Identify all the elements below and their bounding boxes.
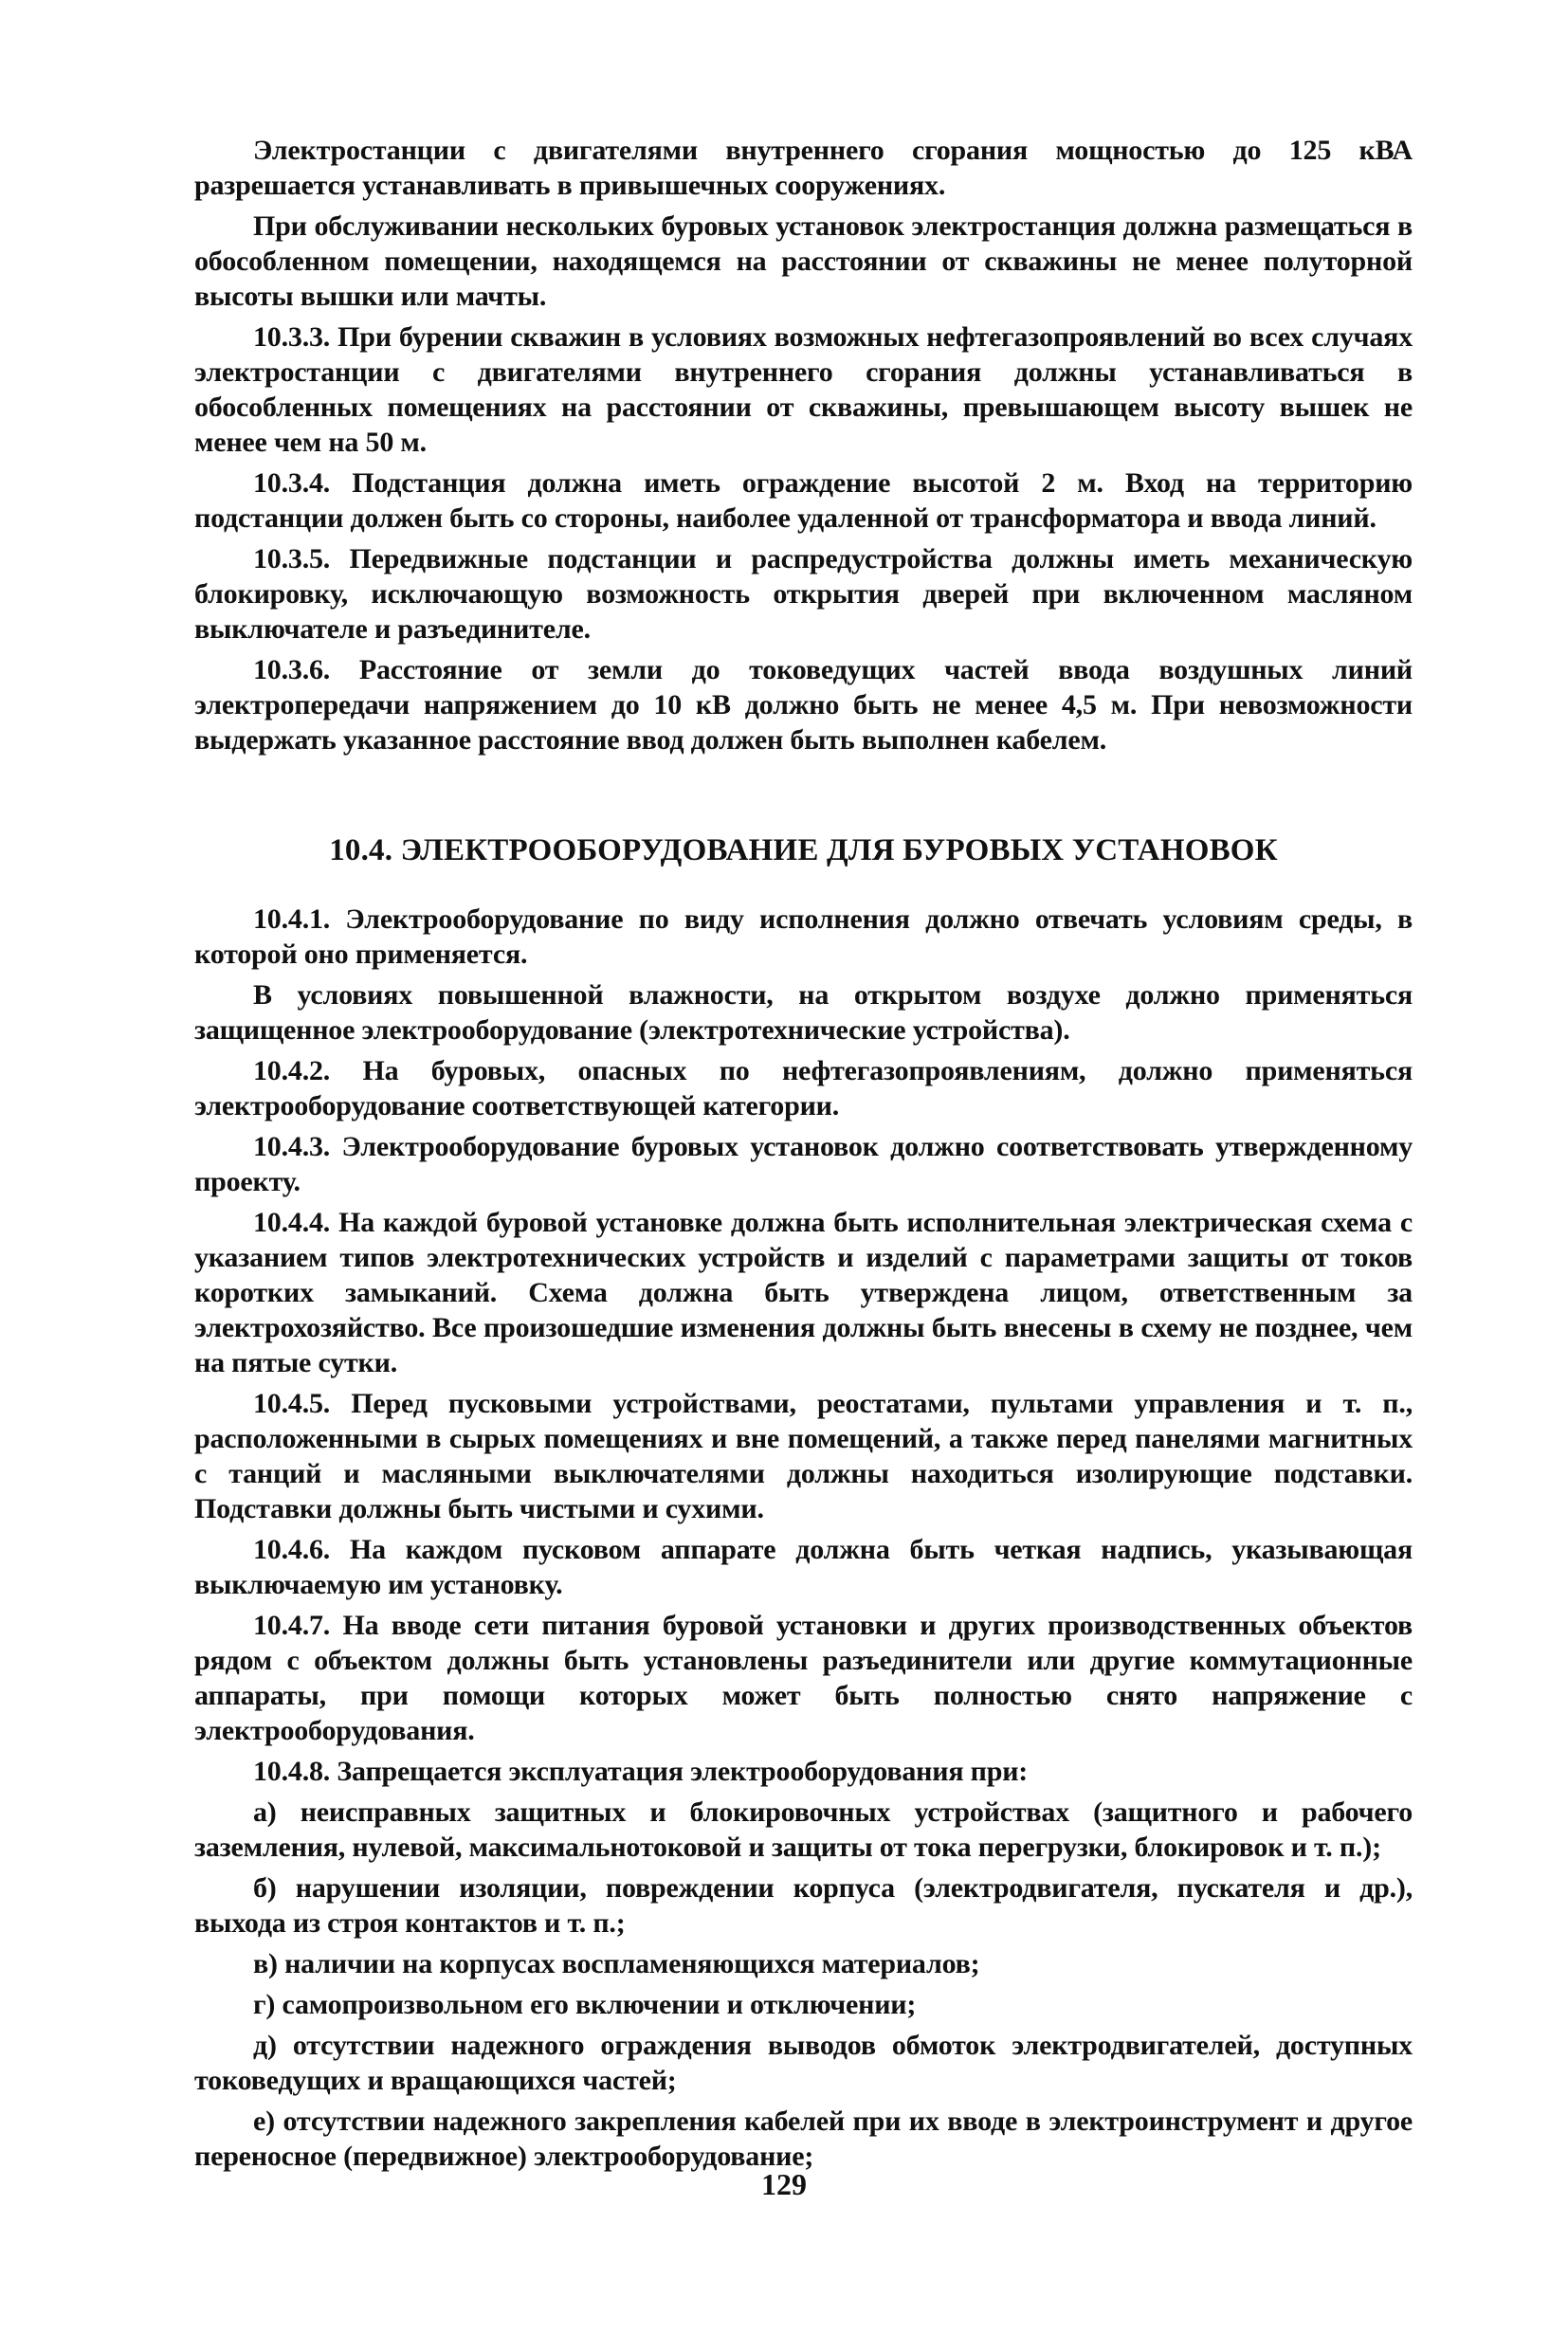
list-item-g: г) самопроизвольном его включении и отключении;	[253, 1989, 917, 2020]
paragraph: При обслуживании нескольких буровых установок электростанция должна размещаться в обособленном помещении, находящемся на расстоянии от скважины не менее полуторной высоты вышки или мачты.	[194, 210, 1413, 312]
paragraph-10-3-6: 10.3.6. Расстояние от земли до токоведущих частей ввода воздушных линий электропередачи напряжением до 10 кВ должно быть не менее 4,5 м. При невозможности выдержать указанное расстояние ввод должен быть выполнен кабелем.	[194, 654, 1413, 756]
list-item-d: д) отсутствии надежного ограждения выводов обмоток электродвигателей, доступных токоведущих и вращающихся частей;	[194, 2030, 1413, 2096]
paragraph: Электростанции с двигателями внутреннего сгорания мощностью до 125 кВА разрешается устанавливать в привышечных сооружениях.	[194, 135, 1413, 201]
paragraph-10-4-7: 10.4.7. На вводе сети питания буровой установки и других производственных объектов рядом с объектом должны быть установлены разъединители или другие коммутационные аппараты, при помощи которых может быть полностью снято напряжение с электрооборудования.	[194, 1610, 1413, 1746]
paragraph-10-4-1: 10.4.1. Электрооборудование по виду исполнения должно отвечать условиям среды, в которой оно применяется.	[194, 903, 1413, 970]
list-item-b: б) нарушении изоляции, повреждении корпуса (электродвигателя, пускателя и др.), выхода из строя контактов и т. п.;	[194, 1872, 1413, 1939]
paragraph-10-3-5: 10.3.5. Передвижные подстанции и распредустройства должны иметь механическую блокировку, исключающую возможность открытия дверей при включенном масляном выключателе и разъединителе.	[194, 543, 1413, 645]
paragraph-10-4-2: 10.4.2. На буровых, опасных по нефтегазопроявлениям, должно применяться электрооборудование соответствующей категории.	[194, 1055, 1413, 1121]
paragraph-10-4-5: 10.4.5. Перед пусковыми устройствами, реостатами, пультами управления и т. п., расположенными в сырых помещениях и вне помещений, а также перед панелями магнитных с танций и масляными выключателями должны находиться изолирующие подставки. Подставки должны быть чистыми и сухими.	[194, 1388, 1413, 1524]
paragraph-10-4-6: 10.4.6. На каждом пусковом аппарате должна быть четкая надпись, указывающая выключаемую им установку.	[194, 1534, 1413, 1600]
paragraph-10-3-4: 10.3.4. Подстанция должна иметь ограждение высотой 2 м. Вход на территорию подстанции должен быть со стороны, наиболее удаленной от трансформатора и ввода линий.	[194, 467, 1413, 534]
list-item-a: а) неисправных защитных и блокировочных устройствах (защитного и рабочего заземления, нулевой, максимальнотоковой и защиты от тока перегрузки, блокировок и т. п.);	[194, 1796, 1413, 1863]
page-number: 129	[761, 2167, 807, 2201]
paragraph-10-4-8: 10.4.8. Запрещается эксплуатация электрооборудования при:	[253, 1756, 1029, 1787]
list-item-e: е) отсутствии надежного закрепления кабелей при их вводе в электроинструмент и другое переносное (передвижное) электрооборудование;	[194, 2106, 1413, 2172]
paragraph-10-4-4: 10.4.4. На каждой буровой установке должна быть исполнительная электрическая схема с указанием типов электротехнических устройств и изделий с параметрами защиты от токов коротких замыканий. Схема должна быть утверждена лицом, ответственным за электрохозяйство. Все произошедшие изменения должны быть внесены в схему не позднее, чем на пятые сутки.	[194, 1207, 1413, 1378]
paragraph: В условиях повышенной влажности, на открытом воздухе должно применяться защищенное электрооборудование (электротехнические устройства).	[194, 979, 1413, 1046]
paragraph-10-4-3: 10.4.3. Электрооборудование буровых установок должно соответствовать утвержденному проекту.	[194, 1131, 1413, 1197]
page-body	[194, 133, 1413, 2179]
list-item-v: в) наличии на корпусах воспламеняющихся материалов;	[253, 1948, 980, 1979]
section-heading: 10.4. ЭЛЕКТРООБОРУДОВАНИЕ ДЛЯ БУРОВЫХ УСТАНОВОК	[329, 833, 1278, 867]
paragraph-10-3-3: 10.3.3. При бурении скважин в условиях возможных нефтегазопроявлений во всех случаях электростанции с двигателями внутреннего сгорания должны устанавливаться в обособленных помещениях на расстоянии от скважины, превышающем высоту вышек не менее чем на 50 м.	[194, 321, 1413, 458]
